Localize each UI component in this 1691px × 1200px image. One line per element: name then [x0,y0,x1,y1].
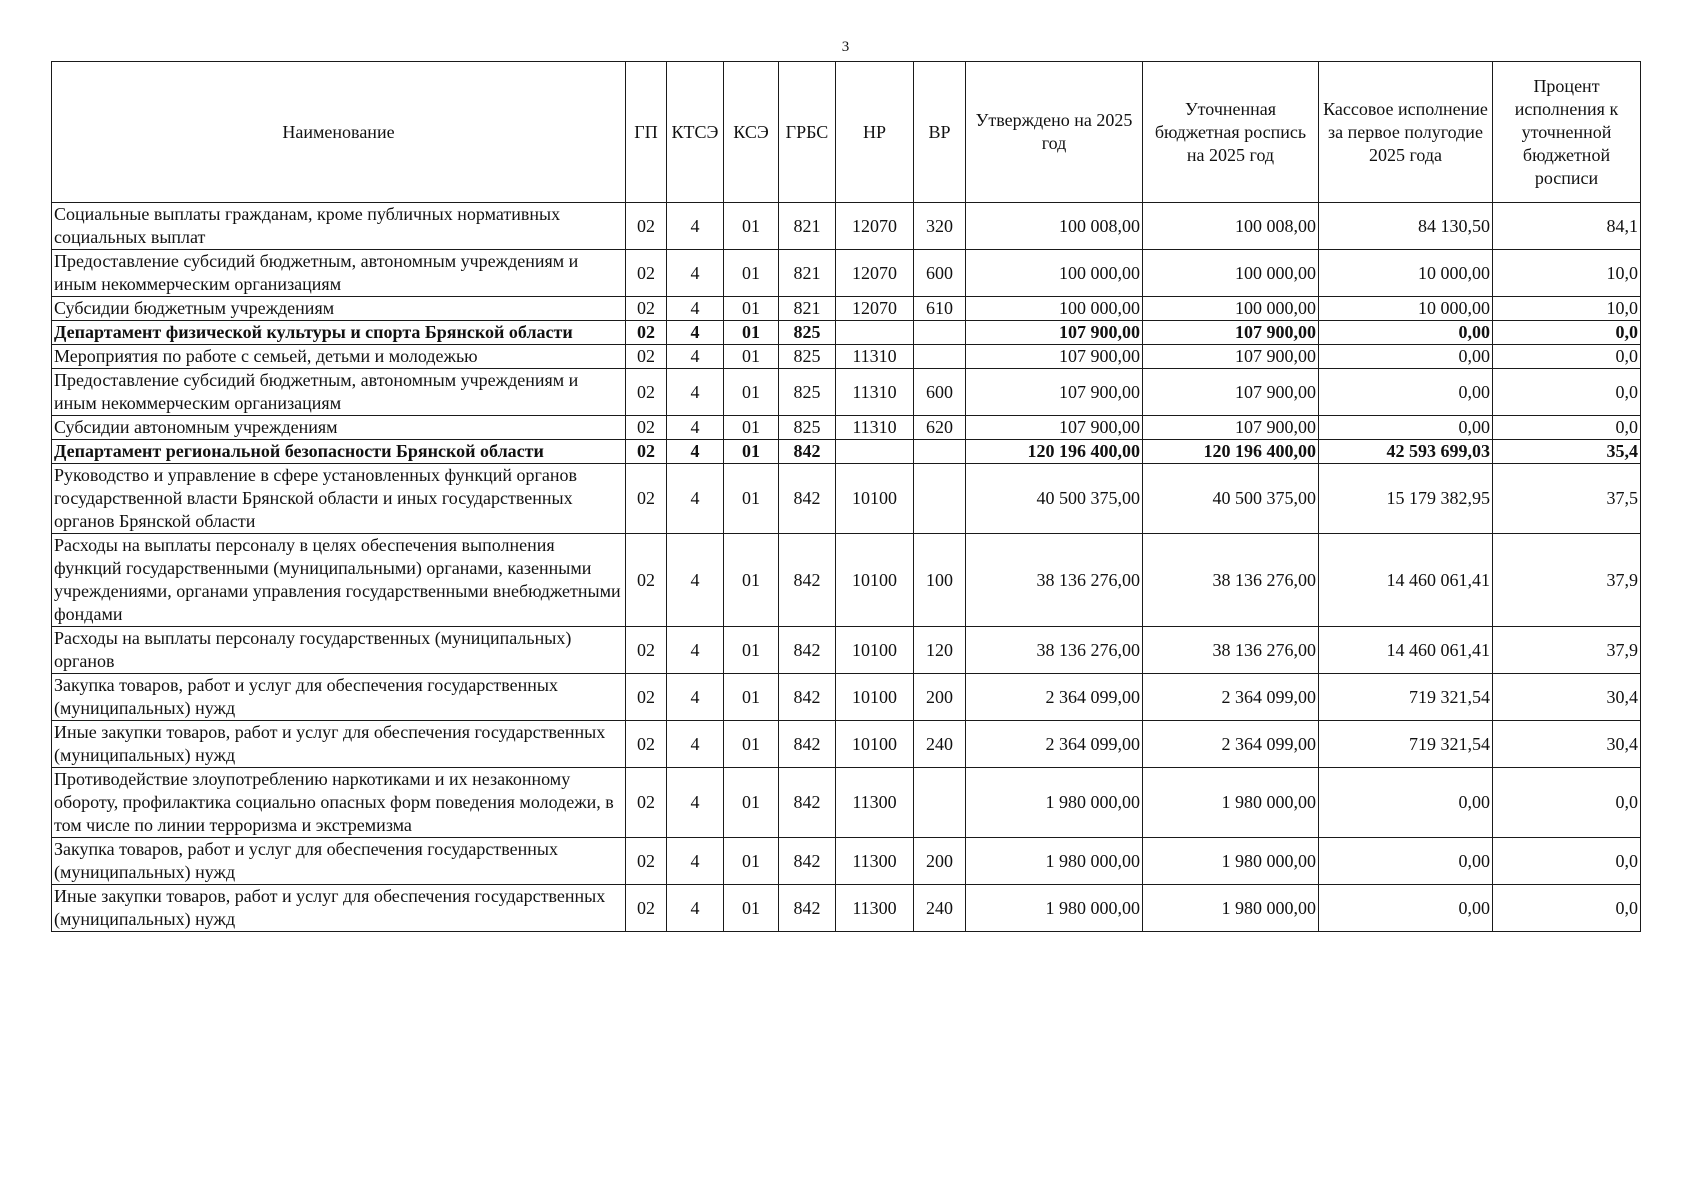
cell-vr: 240 [914,721,966,768]
cell-approved: 120 196 400,00 [966,440,1143,464]
cell-gp: 02 [626,250,667,297]
cell-refined: 2 364 099,00 [1143,721,1319,768]
cell-gp: 02 [626,464,667,534]
cell-name: Департамент региональной безопасности Брянской области [52,440,626,464]
header-name: Наименование [52,62,626,203]
table-row [52,627,1641,674]
cell-cash: 0,00 [1319,369,1493,416]
cell-grbs: 842 [779,768,836,838]
cell-vr: 240 [914,885,966,932]
table-body [52,203,1641,932]
cell-grbs: 842 [779,721,836,768]
cell-kse: 01 [724,627,779,674]
cell-kse: 01 [724,721,779,768]
cell-percent: 0,0 [1493,416,1641,440]
cell-grbs: 821 [779,250,836,297]
cell-cash: 0,00 [1319,838,1493,885]
cell-vr [914,464,966,534]
cell-percent: 0,0 [1493,885,1641,932]
cell-np: 12070 [836,250,914,297]
cell-np [836,321,914,345]
cell-kse: 01 [724,250,779,297]
cell-ktse: 4 [667,768,724,838]
cell-percent: 37,9 [1493,627,1641,674]
cell-refined: 40 500 375,00 [1143,464,1319,534]
cell-kse: 01 [724,464,779,534]
cell-name: Закупка товаров, работ и услуг для обеспечения государственных (муниципальных) нужд [52,838,626,885]
header-cash: Кассовое исполнение за первое полугодие 2025 года [1319,62,1493,203]
cell-vr [914,440,966,464]
table-row [52,297,1641,321]
cell-gp: 02 [626,297,667,321]
header-refined: Уточненная бюджетная роспись на 2025 год [1143,62,1319,203]
header-vr: ВР [914,62,966,203]
cell-name: Закупка товаров, работ и услуг для обеспечения государственных (муниципальных) нужд [52,674,626,721]
cell-vr: 100 [914,534,966,627]
cell-ktse: 4 [667,464,724,534]
cell-np: 11300 [836,885,914,932]
cell-ktse: 4 [667,534,724,627]
cell-np [836,440,914,464]
cell-np: 11300 [836,768,914,838]
cell-refined: 1 980 000,00 [1143,838,1319,885]
cell-cash: 0,00 [1319,416,1493,440]
cell-refined: 1 980 000,00 [1143,885,1319,932]
cell-name: Предоставление субсидий бюджетным, автономным учреждениям и иным некоммерческим организациям [52,250,626,297]
cell-percent: 10,0 [1493,250,1641,297]
header-gp: ГП [626,62,667,203]
cell-name: Предоставление субсидий бюджетным, автономным учреждениям и иным некоммерческим организациям [52,369,626,416]
cell-gp: 02 [626,627,667,674]
cell-approved: 38 136 276,00 [966,627,1143,674]
header-percent: Процент исполнения к уточненной бюджетной росписи [1493,62,1641,203]
cell-kse: 01 [724,885,779,932]
cell-grbs: 825 [779,369,836,416]
cell-kse: 01 [724,369,779,416]
cell-cash: 0,00 [1319,885,1493,932]
cell-cash: 14 460 061,41 [1319,627,1493,674]
cell-grbs: 825 [779,321,836,345]
cell-cash: 15 179 382,95 [1319,464,1493,534]
cell-cash: 84 130,50 [1319,203,1493,250]
cell-approved: 1 980 000,00 [966,768,1143,838]
cell-ktse: 4 [667,627,724,674]
cell-gp: 02 [626,674,667,721]
table-row [52,250,1641,297]
cell-grbs: 821 [779,203,836,250]
cell-gp: 02 [626,440,667,464]
cell-ktse: 4 [667,369,724,416]
cell-grbs: 842 [779,885,836,932]
cell-percent: 30,4 [1493,721,1641,768]
cell-refined: 107 900,00 [1143,416,1319,440]
cell-grbs: 825 [779,416,836,440]
cell-kse: 01 [724,674,779,721]
table-row [52,321,1641,345]
cell-gp: 02 [626,534,667,627]
cell-name: Иные закупки товаров, работ и услуг для обеспечения государственных (муниципальных) нужд [52,885,626,932]
cell-ktse: 4 [667,321,724,345]
table-row [52,464,1641,534]
cell-refined: 2 364 099,00 [1143,674,1319,721]
cell-name: Противодействие злоупотреблению наркотиками и их незаконному обороту, профилактика социально опасных форм поведения молодежи, в том числе по линии терроризма и экстремизма [52,768,626,838]
cell-name: Расходы на выплаты персоналу государственных (муниципальных) органов [52,627,626,674]
cell-kse: 01 [724,297,779,321]
cell-np: 10100 [836,534,914,627]
cell-gp: 02 [626,838,667,885]
cell-cash: 719 321,54 [1319,674,1493,721]
cell-refined: 120 196 400,00 [1143,440,1319,464]
budget-table [51,61,1641,932]
cell-refined: 100 008,00 [1143,203,1319,250]
cell-vr [914,768,966,838]
cell-np: 10100 [836,721,914,768]
cell-gp: 02 [626,416,667,440]
cell-gp: 02 [626,321,667,345]
page-number: 3 [841,39,850,55]
cell-grbs: 842 [779,838,836,885]
cell-name: Субсидии автономным учреждениям [52,416,626,440]
table-row [52,369,1641,416]
cell-ktse: 4 [667,721,724,768]
cell-cash: 0,00 [1319,345,1493,369]
cell-cash: 10 000,00 [1319,297,1493,321]
cell-grbs: 842 [779,464,836,534]
cell-np: 12070 [836,297,914,321]
cell-grbs: 842 [779,534,836,627]
cell-grbs: 842 [779,674,836,721]
cell-kse: 01 [724,838,779,885]
cell-kse: 01 [724,440,779,464]
cell-percent: 0,0 [1493,369,1641,416]
cell-approved: 107 900,00 [966,416,1143,440]
cell-name: Мероприятия по работе с семьей, детьми и молодежью [52,345,626,369]
cell-ktse: 4 [667,250,724,297]
cell-percent: 10,0 [1493,297,1641,321]
cell-gp: 02 [626,203,667,250]
cell-refined: 107 900,00 [1143,321,1319,345]
cell-kse: 01 [724,203,779,250]
cell-vr: 320 [914,203,966,250]
cell-name: Расходы на выплаты персоналу в целях обеспечения выполнения функций государственными (муниципальными) органами, казенными учреждениями, органами управления государственными внебюджетными фондами [52,534,626,627]
cell-kse: 01 [724,321,779,345]
cell-np: 10100 [836,674,914,721]
header-grbs: ГРБС [779,62,836,203]
cell-percent: 84,1 [1493,203,1641,250]
header-approved: Утверждено на 2025 год [966,62,1143,203]
cell-ktse: 4 [667,885,724,932]
cell-np: 11300 [836,838,914,885]
cell-refined: 100 000,00 [1143,297,1319,321]
table-row [52,768,1641,838]
cell-approved: 40 500 375,00 [966,464,1143,534]
table-row [52,345,1641,369]
cell-name: Руководство и управление в сфере установленных функций органов государственной власти Брянской области и иных государственных органов Брянской области [52,464,626,534]
cell-grbs: 825 [779,345,836,369]
cell-ktse: 4 [667,203,724,250]
table-row [52,203,1641,250]
cell-name: Департамент физической культуры и спорта Брянской области [52,321,626,345]
cell-vr: 600 [914,369,966,416]
cell-percent: 37,9 [1493,534,1641,627]
cell-refined: 38 136 276,00 [1143,534,1319,627]
cell-gp: 02 [626,345,667,369]
cell-percent: 0,0 [1493,768,1641,838]
table-row [52,674,1641,721]
cell-np: 11310 [836,416,914,440]
cell-approved: 100 000,00 [966,297,1143,321]
cell-cash: 10 000,00 [1319,250,1493,297]
cell-percent: 35,4 [1493,440,1641,464]
cell-np: 11310 [836,369,914,416]
header-np: НР [836,62,914,203]
cell-cash: 0,00 [1319,768,1493,838]
cell-np: 10100 [836,464,914,534]
cell-approved: 38 136 276,00 [966,534,1143,627]
cell-kse: 01 [724,345,779,369]
table-row [52,721,1641,768]
cell-approved: 1 980 000,00 [966,885,1143,932]
cell-vr: 610 [914,297,966,321]
cell-ktse: 4 [667,440,724,464]
cell-grbs: 842 [779,440,836,464]
cell-grbs: 842 [779,627,836,674]
cell-ktse: 4 [667,674,724,721]
cell-name: Субсидии бюджетным учреждениям [52,297,626,321]
table-row [52,838,1641,885]
cell-kse: 01 [724,534,779,627]
cell-np: 12070 [836,203,914,250]
table-row [52,885,1641,932]
cell-percent: 0,0 [1493,345,1641,369]
cell-vr: 600 [914,250,966,297]
cell-percent: 30,4 [1493,674,1641,721]
cell-percent: 37,5 [1493,464,1641,534]
cell-gp: 02 [626,885,667,932]
cell-kse: 01 [724,768,779,838]
cell-kse: 01 [724,416,779,440]
header-kse: КСЭ [724,62,779,203]
cell-approved: 107 900,00 [966,369,1143,416]
cell-grbs: 821 [779,297,836,321]
header-ktse: КТСЭ [667,62,724,203]
cell-approved: 100 008,00 [966,203,1143,250]
cell-refined: 1 980 000,00 [1143,768,1319,838]
cell-name: Иные закупки товаров, работ и услуг для обеспечения государственных (муниципальных) нужд [52,721,626,768]
cell-name: Социальные выплаты гражданам, кроме публичных нормативных социальных выплат [52,203,626,250]
table-row [52,534,1641,627]
cell-approved: 1 980 000,00 [966,838,1143,885]
cell-refined: 38 136 276,00 [1143,627,1319,674]
cell-refined: 100 000,00 [1143,250,1319,297]
cell-cash: 0,00 [1319,321,1493,345]
cell-np: 11310 [836,345,914,369]
table-row [52,416,1641,440]
cell-vr: 200 [914,838,966,885]
cell-vr [914,321,966,345]
cell-gp: 02 [626,721,667,768]
cell-gp: 02 [626,369,667,416]
cell-approved: 2 364 099,00 [966,721,1143,768]
cell-percent: 0,0 [1493,838,1641,885]
cell-vr: 620 [914,416,966,440]
cell-cash: 719 321,54 [1319,721,1493,768]
cell-cash: 14 460 061,41 [1319,534,1493,627]
cell-ktse: 4 [667,345,724,369]
cell-refined: 107 900,00 [1143,345,1319,369]
cell-cash: 42 593 699,03 [1319,440,1493,464]
table-row [52,440,1641,464]
cell-approved: 107 900,00 [966,321,1143,345]
cell-percent: 0,0 [1493,321,1641,345]
cell-ktse: 4 [667,838,724,885]
cell-approved: 107 900,00 [966,345,1143,369]
cell-refined: 107 900,00 [1143,369,1319,416]
cell-approved: 2 364 099,00 [966,674,1143,721]
cell-vr: 200 [914,674,966,721]
cell-np: 10100 [836,627,914,674]
cell-ktse: 4 [667,416,724,440]
cell-approved: 100 000,00 [966,250,1143,297]
cell-vr [914,345,966,369]
table-header-row [52,62,1641,203]
cell-gp: 02 [626,768,667,838]
cell-ktse: 4 [667,297,724,321]
cell-vr: 120 [914,627,966,674]
